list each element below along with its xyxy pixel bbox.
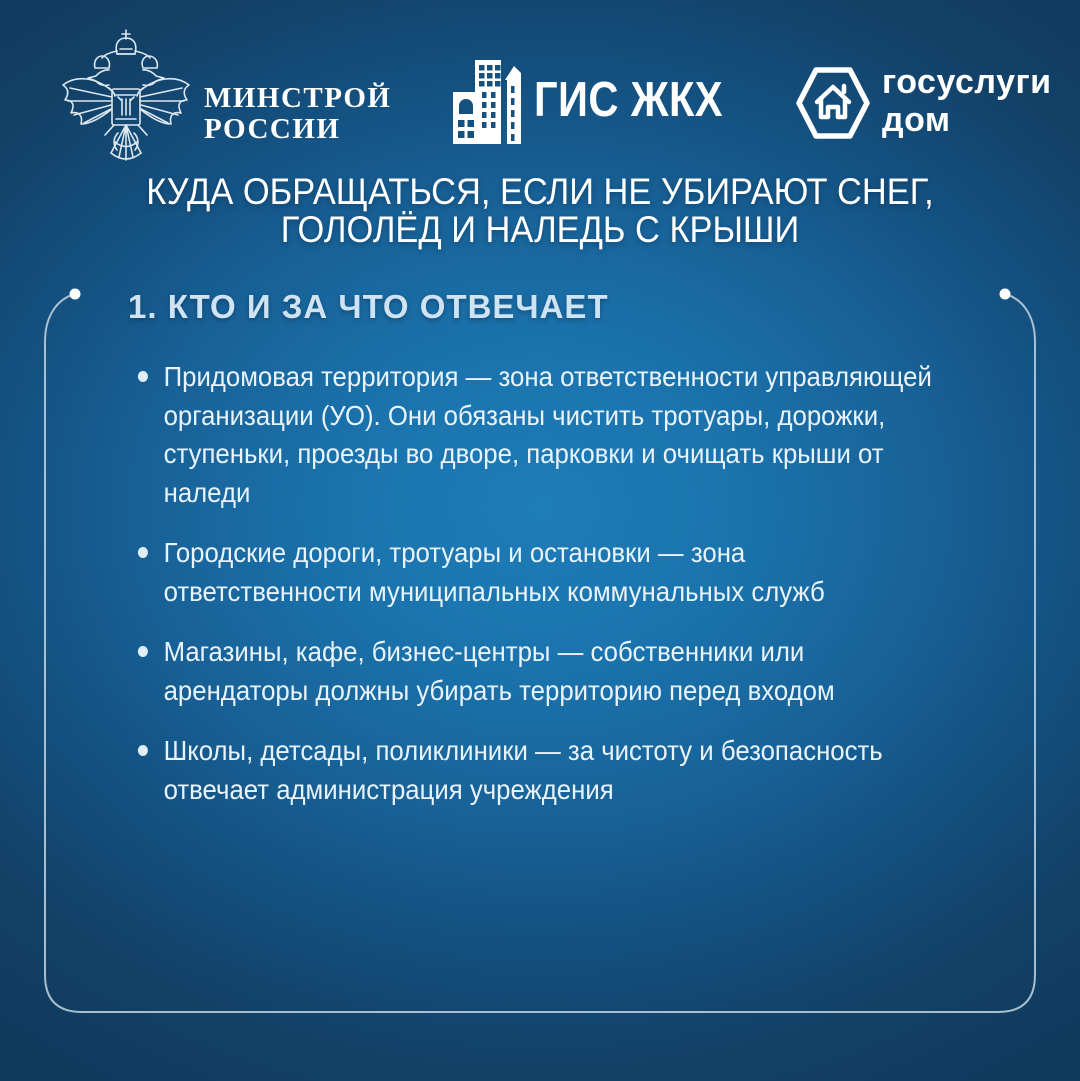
list-item (136, 534, 949, 611)
page-title-line1: КУДА ОБРАЩАТЬСЯ, ЕСЛИ НЕ УБИРАЮТ СНЕГ, (146, 171, 934, 212)
list-item (136, 633, 949, 710)
gosuslugi-dom-house-icon (791, 58, 875, 148)
gosuslugi-dom-wordmark (882, 63, 1052, 139)
card-heading: 1. КТО И ЗА ЧТО ОТВЕЧАЕТ (128, 288, 609, 325)
minstroy-wordmark (204, 83, 391, 145)
minstroy-line1: МИНСТРОЙ (204, 82, 392, 114)
bullet-text: Придомовая территория — зона ответственности управляющей организации (УО). Они обязаны чистить тротуары, дорожки, ступеньки, проезды во дворе, парковки и очищать крыши от наледи (163, 361, 932, 508)
gosuslugi-line1: госуслуги (882, 63, 1052, 101)
bullet-text: Городские дороги, тротуары и остановки — зона ответственности муниципальных коммунальных служб (163, 537, 825, 607)
gis-zhkh-wordmark: ГИС ЖКХ (534, 73, 724, 127)
bullet-text: Школы, детсады, поликлиники — за чистоту и безопасность отвечает администрация учреждения (163, 735, 883, 805)
gis-zhkh-buildings-icon (451, 56, 535, 148)
bullet-text: Магазины, кафе, бизнес-центры — собственники или арендаторы должны убирать территорию перед входом (163, 636, 835, 706)
list-item (136, 358, 949, 512)
minstroy-eagle-icon (56, 26, 196, 172)
bullet-dot-icon (138, 745, 148, 756)
bullet-dot-icon (138, 547, 148, 558)
bullet-dot-icon (138, 371, 148, 382)
page-title-line2: ГОЛОЛЁД И НАЛЕДЬ С КРЫШИ (280, 209, 800, 250)
bullet-list (136, 358, 949, 831)
gosuslugi-line2: дом (882, 101, 951, 139)
page-title (38, 173, 1042, 249)
list-item (136, 732, 949, 809)
bullet-dot-icon (138, 646, 148, 657)
minstroy-line2: РОССИИ (204, 113, 341, 145)
